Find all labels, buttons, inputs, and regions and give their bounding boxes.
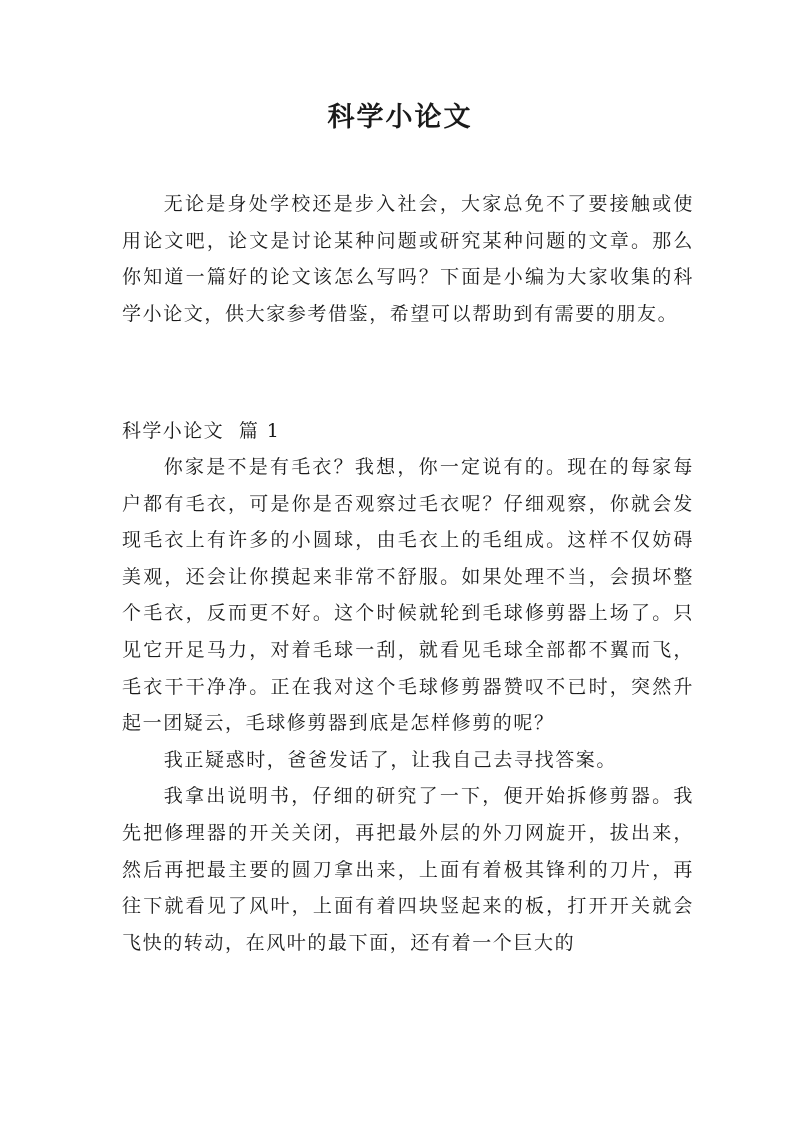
article-paragraph-3: 我拿出说明书，仔细的研究了一下，便开始拆修剪器。我先把修理器的开关关闭，再把最外层的外刀网旋开，拔出来，然后再把最主要的圆刀拿出来，上面有着极其锋利的刀片，再往下就看见了风叶，上面有着四块竖起来的板，打开开关就会飞快的转动，在风叶的最下面，还有着一个巨大的 [122, 785, 694, 954]
article-paragraph-1: 你家是不是有毛衣？我想，你一定说有的。现在的每家每户都有毛衣，可是你是否观察过毛衣呢？仔细观察，你就会发现毛衣上有许多的小圆球，由毛衣上的毛组成。这样不仅妨碍美观，还会让你摸起来非常不舒服。如果处理不当，会损坏整个毛衣，反而更不好。这个时候就轮到毛球修剪器上场了。只见它开足马力，对着毛球一刮，就看见毛球全部都不翼而飞，毛衣干干净净。正在我对这个毛球修剪器赞叹不已时，突然升起一团疑云，毛球修剪器到底是怎样修剪的呢？ [122, 456, 694, 735]
article-body [122, 449, 694, 961]
document-title: 科学小论文 [327, 102, 473, 133]
intro-block [122, 186, 694, 332]
article-paragraph-2: 我正疑惑时，爸爸发话了，让我自己去寻找答案。 [163, 748, 617, 771]
intro-paragraph: 无论是身处学校还是步入社会，大家总免不了要接触或使用论文吧，论文是讨论某种问题或研究某种问题的文章。那么你知道一篇好的论文该怎么写吗？下面是小编为大家收集的科学小论文，供大家参考借鉴，希望可以帮助到有需要的朋友。 [122, 193, 694, 325]
section-heading: 科学小论文 篇 1 [122, 420, 281, 442]
